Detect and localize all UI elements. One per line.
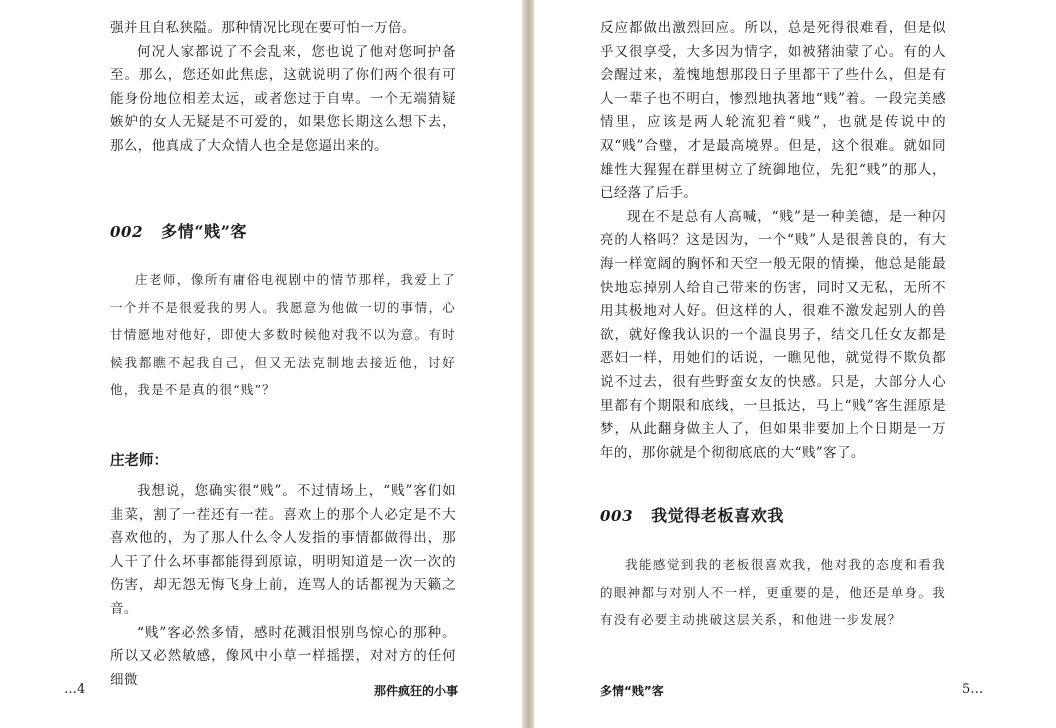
paragraph: 现在不是总有人高喊，“贱”是一种美德，是一种闪亮的人格吗？这是因为，一个“贱”人是很善良的，有大海一样宽阔的胸怀和天空一般无限的情操，他总是能最快地忘掉别人给自己带来的伤害，同时又无私，无所不用其极地对人好。但这样的人，很难不激发起别人的兽欲，就好像我认识的一个温良男子，结交几任女友都是恶妇一样，用她们的话说，一瞧见他，就觉得不欺负都说不过去，很有些野蛮女友的快感。只是，大部分人心里都有个期限和底线，一旦抵达，马上“贱”客生涯原是梦，从此翻身做主人了，但如果非要加上个日期是一万年的，那你就是个彻彻底底的大“贱”客了。 (600, 208, 946, 461)
reader-question (110, 266, 456, 404)
section-heading-003 (600, 503, 784, 526)
page-number-left: …4 (64, 682, 86, 697)
page-number-right: 5… (962, 682, 984, 697)
paragraph: 何况人家都说了不会乱来，您也说了他对您呵护备至。那么，您还如此焦虑，这就说明了你们两个很有可能身份地位相差太远，或者您过于自卑。一个无端猜疑嫉妒的女人无疑是不可爱的，如果您长期这么想下去，那么，他真成了大众情人也全是您逼出来的。 (110, 43, 456, 154)
section-heading-002 (110, 219, 247, 242)
answer-heading: 庄老师： (110, 453, 168, 469)
running-title-book: 那件疯狂的小事 (374, 684, 459, 698)
left-continuation-text (110, 17, 456, 159)
section-title: 我觉得老板喜欢我 (651, 506, 784, 525)
answer-text (110, 480, 456, 692)
question-text: 我能感觉到我的老板很喜欢我，他对我的态度和看我的眼神都与对别人不一样，更重要的是，他还是单身。我有没有必要主动挑破这层关系，和他进一步发展？ (600, 557, 946, 627)
paragraph: 反应都做出激烈回应。所以，总是死得很难看，但是似乎又很享受，大多因为情字，如被猪油蒙了心。有的人会醒过来，羞愧地想那段日子里都干了些什么，但是有人一辈子也不明白，惨烈地执著地“贱”着。一段完美感情里，应该是两人轮流犯着“贱”，也就是传说中的双“贱”合璧，才是最高境界。但是，这个很难。就如同雄性大猩猩在群里树立了统御地位，先犯“贱”的那人，已经落了后手。 (600, 20, 946, 202)
left-page (0, 0, 522, 728)
section-title: 多情“贱”客 (161, 222, 248, 241)
question-text: 庄老师，像所有庸俗电视剧中的情节那样，我爱上了一个并不是很爱我的男人。我愿意为他做一切的事情，心甘情愿地对他好，即使大多数时候他对我不以为意。有时候我都瞧不起我自己，但又无法克制地去接近他，讨好他，我是不是真的很“贱”？ (110, 272, 456, 397)
paragraph: 我想说，您确实很“贱”。不过情场上，“贱”客们如韭菜，割了一茬还有一茬。喜欢上的那个人必定是不大喜欢他的，为了那人什么令人发指的事情都做得出，那人干了什么坏事都能得到原谅，明明知道是一次一次的伤害，却无怨无悔飞身上前，连骂人的话都视为天籁之音。 (110, 483, 456, 617)
right-page (534, 0, 1056, 728)
running-title-section: 多情“贱”客 (600, 684, 664, 698)
reader-question (600, 551, 946, 634)
paragraph: “贱”客必然多情，感时花溅泪恨别鸟惊心的那种。所以又必然敏感，像风中小草一样摇摆，对对方的任何细微 (110, 624, 456, 688)
section-number: 003 (600, 507, 634, 525)
book-gutter (522, 0, 534, 728)
paragraph: 强并且自私狭隘。那种情况比现在要可怕一万倍。 (110, 20, 416, 36)
section-number: 002 (110, 223, 144, 241)
right-continuation-text (600, 17, 946, 465)
